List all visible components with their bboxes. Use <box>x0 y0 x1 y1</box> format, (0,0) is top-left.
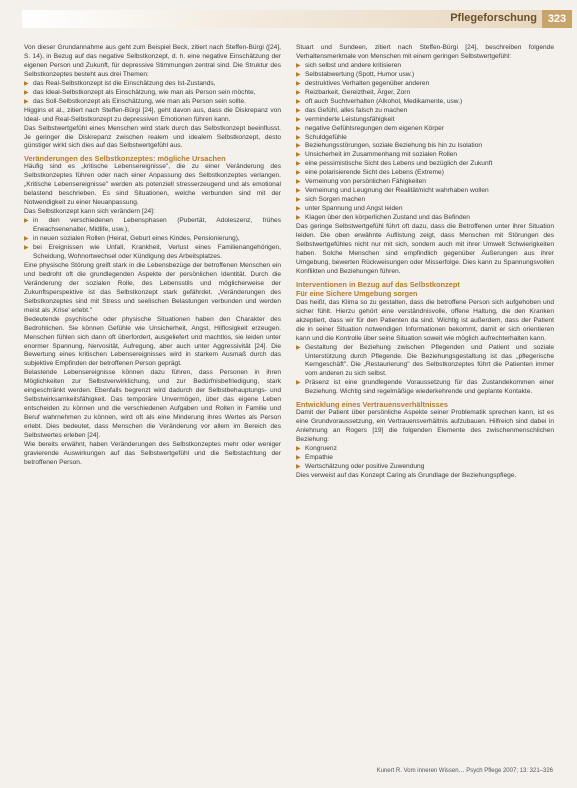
bullet-arrow-icon: ▶ <box>296 463 301 470</box>
paragraph: Belastende Lebensereignisse können dazu führen, dass Personen in ihren Möglichkeiten zur Selbstverwirklichung, und zur Bedürfnisbefriedigung, stark eingeschränkt werden. Ebenfalls begrenzt wird dadurch der Selbstbehauptungs- und Selbstwirksamkeitsfähigkeit. Das temporäre Unvermögen, über das eigene Leben entscheiden zu können und die verschiedenen Aufgaben und Rollen in Familie und Beruf wahrnehmen zu können, wird oft als eine Minderung ihres Wertes als Person erlebt. Dies bedeutet, dass Menschen die Veränderung vor allem im Bereich des Selbstwertes erleben [24]. <box>24 369 281 440</box>
list-item <box>296 98 554 107</box>
list-item <box>296 178 554 187</box>
list-item-text: negative Gefühlsregungen dem eigenen Körper <box>305 124 444 132</box>
list-item-text: unter Spannung und Angst leiden <box>305 205 403 213</box>
list-item-text: Schuldgefühle <box>305 133 347 141</box>
list-item <box>296 116 554 125</box>
bullet-arrow-icon: ▶ <box>296 62 301 69</box>
paragraph: Das Selbstkonzept kann sich verändern [24]: <box>24 208 155 216</box>
list-item-text: das Soll-Selbstkonzept als Einschätzung, wie man als Person sein sollte. <box>33 97 246 105</box>
bullet-arrow-icon: ▶ <box>296 98 301 105</box>
list-item-text: Kongruenz <box>305 445 337 453</box>
list-item-text: Beziehungsstörungen, soziale Beziehung bis hin zu Isolation <box>305 142 483 150</box>
bullet-arrow-icon: ▶ <box>24 80 29 87</box>
list-item <box>296 107 554 116</box>
bullet-arrow-icon: ▶ <box>296 344 301 351</box>
paragraph: Bedeutende psychische oder physische Situationen haben den Charakter des Bedrohlichen. Sie können Gefühle wie Unsicherheit, Angst, Hilflosigkeit erzeugen. Menschen fühlen sich dann oft überfordert, ausgeliefert und machtlos, sie leiden unter enormer Spannung, Nervosität, Aufregung, aber auch unter Aggressivität [24]. Die Bewertung eines kritischen Lebensereignisses wird in starkem Ausmaß durch das subjektive Empfinden der betroffenen Person geprägt. <box>24 315 281 368</box>
list-item-text: in den verschiedenen Lebensphasen (Pubertät, Adoleszenz, frühes Erwachsenenalter, Midlife, usw.), <box>33 217 281 234</box>
bullet-arrow-icon: ▶ <box>296 455 301 462</box>
paragraph: Dies verweist auf das Konzept Caring als Grundlage der Beziehungspflege. <box>296 471 517 479</box>
paragraph: Higgins et al., zitiert nach Steffen-Bürgi [24], geht davon aus, dass die Diskrepanz von Ideal- und Real-Selbstkonzept zu depressiven Emotionen führen kann. <box>24 106 281 123</box>
paragraph: Wie bereits erwähnt, haben Veränderungen des Selbstkonzeptes mehr oder weniger gravierende Auswirkungen auf das Selbstwertgefühl und die Selbstachtung der betroffenen Person. <box>24 440 281 466</box>
bullet-list <box>296 344 554 398</box>
paragraph: Das heißt, das Klima so zu gestalten, dass die betroffene Person sich aufgehoben und sicher fühlt. Hierzu gehört eine verständnisvolle, offene Haltung, die den Kranken akzeptiert, dass wir für den Patienten da sind. Wichtig ist außerdem, dass der Patient die in seiner Situation notwendigen Informationen bekommt, damit er sich orientieren kann und die Kontrolle über seine Situation soweit wie möglich aufrechterhalten kann. <box>296 298 554 342</box>
bullet-arrow-icon: ▶ <box>296 116 301 123</box>
bullet-arrow-icon: ▶ <box>296 125 301 132</box>
list-item-text: Präsenz ist eine grundlegende Voraussetzung für das Zustandekommen einer Beziehung. Wichtig sind regelmäßige wiederkehrende und geplante Kontakte. <box>305 379 554 396</box>
section-heading: Entwicklung eines Vertrauensverhältnisses <box>296 400 448 410</box>
list-item-text: Reizbarkeit, Gereiztheit, Ärger, Zorn <box>305 88 411 96</box>
list-item-text: Unsicherheit im Zusammenhang mit sozialen Rollen <box>305 151 458 159</box>
list-item <box>296 71 554 80</box>
list-item <box>296 344 554 380</box>
list-item <box>296 454 554 463</box>
list-item <box>296 151 554 160</box>
list-item <box>24 89 281 98</box>
bullet-list <box>296 62 554 223</box>
bullet-arrow-icon: ▶ <box>296 71 301 78</box>
paragraph: Damit der Patient über persönliche Aspekte seiner Problematik sprechen kann, ist es eine Grundvoraussetzung, ein Vertrauensverhältnis aufzubauen. Hilfreich sind dabei in Anlehnung an Rogers [19] die folgenden Elemente des zwischenmenschlichen Beziehung: <box>296 409 554 444</box>
list-item <box>296 169 554 178</box>
bullet-arrow-icon: ▶ <box>296 179 301 186</box>
paragraph: Das geringe Selbstwertgefühl führt oft dazu, dass die Betroffenen unter ihrer Situation leiden. Die oben erwähnte Auflistung zeigt, dass Menschen mit Störungen des Selbstwertgefühles nicht nur mit sich, sondern auch mit ihrer Umwelt Schwierigkeiten haben. Solche Menschen sind empfindlich gegenüber Äußerungen aus ihrer Umgebung, bewerten Rückweisungen oder Misserfolge. Dies kann zu Spannungsvollen Konflikten und Beziehungen führen. <box>296 223 554 275</box>
bullet-arrow-icon: ▶ <box>296 89 301 96</box>
list-item-text: Gestaltung der Beziehung zwischen Pflegenden und Patient und soziale Unterstützung durch Pflegende. Die Beziehungsgestaltung ist das „pflegerische Kerngeschäft". Die „Restaurierung" des Selbstkonzeptes führt die Patienten immer vom anderen zu sich selbst. <box>305 343 554 378</box>
paragraph: Von dieser Grundannahme aus geht zum Beispiel Beck, zitiert nach Steffen-Bürgi ([24], S. 14), in Bezug auf das negative Selbstkonzept, d. h. eine negative Einschätzung der eigenen Person und Zukunft, für depressive Stimmungen zentral sind. Die Struktur des Selbstkonzeptes besteht aus drei Themen: <box>24 44 281 78</box>
bullet-arrow-icon: ▶ <box>296 446 301 453</box>
subsection-heading: Für eine Sichere Umgebung sorgen <box>296 288 418 298</box>
list-item <box>296 187 554 196</box>
list-item <box>24 98 281 107</box>
list-item <box>296 445 554 454</box>
left-column <box>24 44 281 468</box>
bullet-arrow-icon: ▶ <box>24 98 29 105</box>
list-item <box>296 89 554 98</box>
bullet-arrow-icon: ▶ <box>296 161 301 168</box>
list-item <box>24 235 281 244</box>
bullet-list <box>24 80 281 107</box>
right-column <box>296 44 554 481</box>
list-item <box>24 80 281 89</box>
list-item <box>296 205 554 214</box>
bullet-list <box>296 445 554 472</box>
bullet-arrow-icon: ▶ <box>296 107 301 114</box>
list-item <box>296 134 554 143</box>
footer-citation: Kunert R. Vom inneren Wissen… Psych Pflege 2007; 13: 321–326 <box>376 768 553 774</box>
bullet-arrow-icon: ▶ <box>24 218 29 225</box>
bullet-arrow-icon: ▶ <box>296 197 301 204</box>
section-heading: Veränderungen des Selbstkonzeptes: mögliche Ursachen <box>24 154 226 164</box>
bullet-arrow-icon: ▶ <box>24 89 29 96</box>
section-label: Pflegeforschung <box>450 12 537 24</box>
list-item <box>296 125 554 134</box>
list-item-text: Empathie <box>305 454 333 462</box>
bullet-arrow-icon: ▶ <box>296 380 301 387</box>
list-item <box>296 379 554 397</box>
list-item-text: das Real-Selbstkonzept ist die Einschätzung des Ist-Zustands, <box>33 79 216 87</box>
list-item-text: Verneinung von persönlichen Fähigkeiten <box>305 178 426 186</box>
bullet-arrow-icon: ▶ <box>296 134 301 141</box>
list-item <box>296 214 554 223</box>
list-item-text: Wertschätzung oder positive Zuwendung <box>305 462 425 470</box>
section-heading: Interventionen in Bezug auf das Selbstkonzept <box>296 279 460 289</box>
bullet-arrow-icon: ▶ <box>296 143 301 150</box>
paragraph: Stuart und Sundeen, zitiert nach Steffen-Bürgi [24], beschreiben folgende Verhaltensmerkmale von Menschen mit einem geringen Selbstwertgefühl: <box>296 44 554 60</box>
list-item <box>296 160 554 169</box>
list-item-text: das Ideal-Selbstkonzept als Einschätzung, wie man als Person sein möchte, <box>33 88 256 96</box>
list-item <box>296 62 554 71</box>
list-item <box>296 463 554 472</box>
bullet-arrow-icon: ▶ <box>296 188 301 195</box>
list-item-text: sich Sorgen machen <box>305 196 366 204</box>
list-item-text: eine pessimistische Sicht des Lebens und bezüglich der Zukunft <box>305 160 493 168</box>
list-item-text: sich selbst und andere kritisieren <box>305 61 402 69</box>
list-item-text: Selbstabwertung (Spott, Humor usw.) <box>305 70 415 78</box>
list-item-text: destruktives Verhalten gegenüber anderen <box>305 79 430 87</box>
list-item <box>296 80 554 89</box>
list-item <box>24 244 281 262</box>
list-item-text: verminderte Leistungsfähigkeit <box>305 115 395 123</box>
list-item-text: Klagen über den körperlichen Zustand und das Befinden <box>305 214 470 222</box>
running-header <box>0 10 577 30</box>
list-item <box>24 217 281 235</box>
list-item-text: das Gefühl, alles falsch zu machen <box>305 106 408 114</box>
list-item-text: Verneinung und Leugnung der Realität/nicht wahrhaben wollen <box>305 187 489 195</box>
bullet-arrow-icon: ▶ <box>296 80 301 87</box>
bullet-list <box>24 217 281 262</box>
list-item <box>296 196 554 205</box>
bullet-arrow-icon: ▶ <box>296 170 301 177</box>
list-item-text: bei Ereignissen wie Unfall, Krankheit, Verlust eines Familienangehörigen, Scheidung, Wohnortwechsel oder Kündigung des Arbeitsplatzes. <box>33 244 281 260</box>
list-item-text: oft auch Suchtverhalten (Alkohol, Medikamente, usw.) <box>305 97 463 105</box>
bullet-arrow-icon: ▶ <box>24 236 29 243</box>
list-item <box>296 142 554 151</box>
paragraph: Eine physische Störung greift stark in die Lebensbezüge der betroffenen Menschen ein und bedroht oft die grundlegenden Aspekte der persönlichen Identität. Durch die Veränderung der sozialen Rolle, des Lebensstils und möglicherweise der Zukunftsperspektive ist das Selbstkonzept stark gefährdet. „Veränderungen des Selbstkonzeptes sind mit Stress und seelischen Belastungen verbunden und werden meist als ‚Krise' erlebt." <box>24 261 281 314</box>
bullet-arrow-icon: ▶ <box>296 215 301 222</box>
paragraph: Häufig sind es „kritische Lebensereignisse", die zu einer Veränderung des Selbstkonzeptes führen oder nach einer Anpassung des Selbstkonzeptes verlangen. „Kritische Lebensereignisse" werden als potenziell stresserzeugend und als emotional belastend beschrieben. Es sind Situationen, welche verbunden sind mit der Notwendigkeit zu einer Neuanpassung. <box>24 163 281 207</box>
list-item-text: eine polarisierende Sicht des Lebens (Extreme) <box>305 169 444 177</box>
page-number: 323 <box>542 10 572 28</box>
bullet-arrow-icon: ▶ <box>296 206 301 213</box>
paragraph: Das Selbstwertgefühl eines Menschen wird stark durch das Selbstkonzept beeinflusst. Je geringer die Diskrepanz zwischen realem und idealem Selbstkonzept, desto günstiger wirkt sich dies auf das Selbstwertgefühl aus. <box>24 124 281 150</box>
bullet-arrow-icon: ▶ <box>296 152 301 159</box>
list-item-text: in neuen sozialen Rollen (Heirat, Geburt eines Kindes, Pensionierung), <box>33 235 240 243</box>
bullet-arrow-icon: ▶ <box>24 245 29 252</box>
